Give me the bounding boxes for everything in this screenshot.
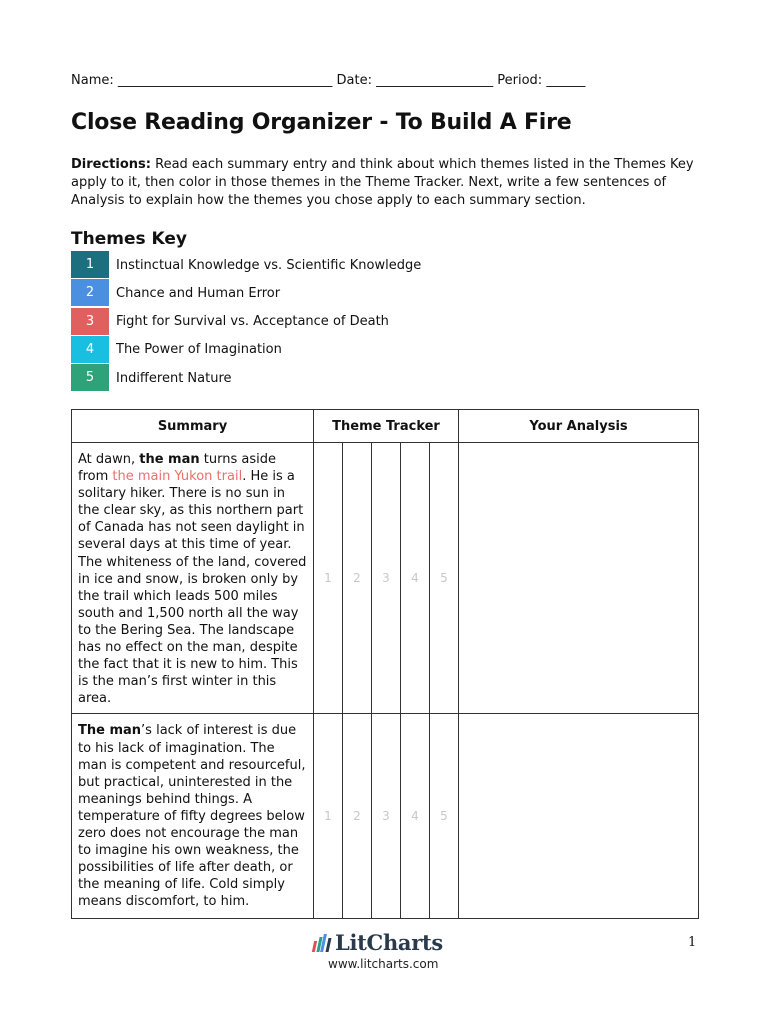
directions-text: Read each summary entry and think about which themes listed in the Themes Key apply to it, then color in those themes in the Theme Tracker. Next, write a few sentences of Analysis to explain how the themes you chose apply to each summary section.: [71, 157, 694, 208]
page-title: Close Reading Organizer - To Build A Fire: [71, 110, 572, 135]
logo-text: LitCharts: [335, 930, 443, 955]
directions: [71, 156, 701, 210]
litcharts-logo: [313, 930, 443, 955]
table-row: [72, 443, 699, 714]
theme-item: [71, 279, 421, 307]
theme-swatch: 2: [71, 279, 109, 307]
tracker-box-5[interactable]: 5: [440, 809, 448, 824]
tracker-box-4[interactable]: 4: [401, 443, 430, 713]
summary-text: . He is a solitary hiker. There is no sun in the clear sky, as this northern part of Canada has not seen daylight in several days at this time of year. The whiteness of the land, covered in ice and snow, is broken only by the trail which leads 500 miles south and 1,500 north all the way to the Bering Sea. The landscape has no effect on the man, despite the fact that it is new to him. This is the man’s first winter in this area.: [78, 469, 307, 707]
header-fields: [71, 73, 585, 88]
analysis-cell[interactable]: [459, 443, 699, 714]
summary-text: turns aside from: [78, 452, 276, 485]
tracker-box-1[interactable]: 1: [314, 714, 343, 918]
table-header-row: [72, 410, 699, 443]
logo-bar: [325, 938, 331, 952]
themes-key-heading: Themes Key: [71, 229, 187, 249]
theme-swatch: 3: [71, 308, 109, 336]
theme-tracker-cell: [314, 714, 459, 919]
theme-tracker: [314, 714, 458, 918]
summary-link[interactable]: the main Yukon trail: [112, 469, 243, 485]
table-row: [72, 714, 699, 919]
summary-header: Summary: [72, 410, 314, 443]
footer-url[interactable]: www.litcharts.com: [328, 957, 439, 971]
theme-tracker: [314, 443, 458, 713]
tracker-box-3[interactable]: 3: [372, 443, 401, 713]
summary-text: ’s lack of interest is due to his lack of imagination. The man is competent and resourceful, but practical, uninterested in the meanings behind things. A temperature of fifty degrees below zero does not encourage the man to imagine his own weakness, the possibilities of life after death, or the meaning of life. Cold simply means discomfort, to him.: [78, 723, 306, 910]
period-label: Period:: [497, 73, 543, 88]
analysis-cell[interactable]: [459, 714, 699, 919]
summary-bold: The man: [78, 723, 142, 739]
date-label: Date:: [336, 73, 372, 88]
summary-cell: [72, 443, 314, 714]
tracker-box-4[interactable]: 4: [401, 714, 430, 918]
theme-label: Fight for Survival vs. Acceptance of Death: [116, 314, 389, 330]
theme-label: Chance and Human Error: [116, 285, 281, 301]
tracker-box-5[interactable]: 5: [440, 571, 448, 586]
your-analysis-header: Your Analysis: [459, 410, 699, 443]
summary-text: At dawn,: [78, 452, 140, 467]
period-blank[interactable]: ______: [546, 73, 586, 88]
logo-bars-icon: [313, 934, 331, 952]
theme-label: The Power of Imagination: [116, 342, 282, 358]
theme-swatch: 4: [71, 336, 109, 364]
theme-label: Indifferent Nature: [116, 370, 232, 386]
theme-tracker-cell: [314, 443, 459, 714]
theme-item: [71, 308, 421, 336]
theme-swatch: 1: [71, 251, 109, 279]
theme-tracker-header: Theme Tracker: [314, 410, 459, 443]
tracker-box-2[interactable]: 2: [343, 443, 372, 713]
tracker-box-1[interactable]: 1: [314, 443, 343, 713]
directions-label: Directions:: [71, 157, 151, 172]
tracker-box-2[interactable]: 2: [343, 714, 372, 918]
page-number: 1: [688, 935, 697, 950]
tracker-box-3[interactable]: 3: [372, 714, 401, 918]
date-blank[interactable]: __________________: [376, 73, 494, 88]
name-label: Name:: [71, 73, 114, 88]
summary-bold: the man: [139, 452, 200, 467]
theme-item: [71, 336, 421, 364]
themes-key-list: [71, 251, 421, 392]
theme-item: [71, 364, 421, 392]
organizer-table: [71, 409, 699, 919]
theme-swatch: 5: [71, 364, 109, 392]
summary-cell: [72, 714, 314, 919]
theme-item: [71, 251, 421, 279]
name-blank[interactable]: _________________________________: [117, 73, 333, 88]
theme-label: Instinctual Knowledge vs. Scientific Knowledge: [116, 257, 422, 273]
